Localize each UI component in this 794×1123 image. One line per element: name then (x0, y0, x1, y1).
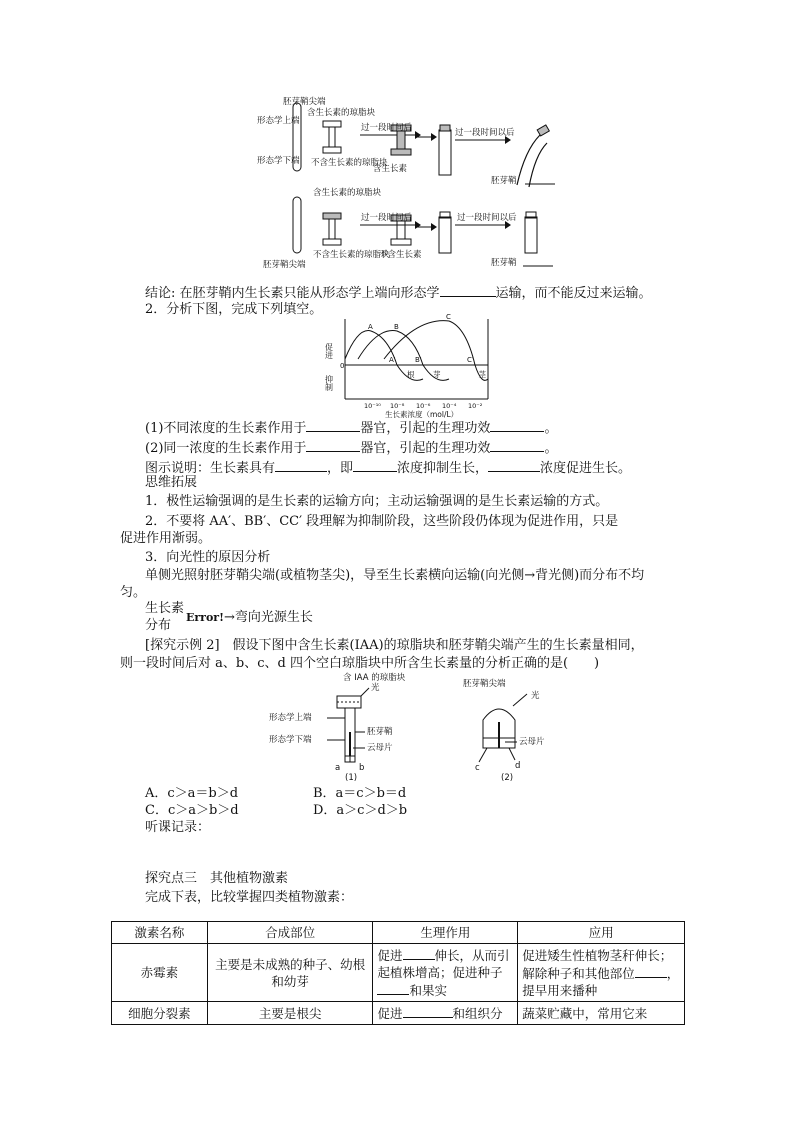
fill3-blank-c[interactable] (488, 458, 540, 472)
class-notes: 听课记录： (145, 820, 211, 835)
fill2-blank-a[interactable] (306, 438, 360, 452)
point-4a: 单侧光照射胚芽鞘尖端(或植物茎尖)，导至生长素横向运输(向光侧→背光侧)而分布不均 (145, 568, 645, 583)
chart-cross-label: C′ (467, 356, 474, 364)
section-3-intro: 完成下表，比较掌握四类植物激素： (145, 890, 354, 905)
gibberellin-app-b: ，提早用来播种 (522, 965, 680, 998)
cytokinin-func-b: 和组织分 (452, 1006, 503, 1021)
chart-peak-label: C (446, 313, 451, 321)
fig3-mica2: 云母片 (519, 737, 545, 747)
option-a[interactable]: A．c＞a＝b＞d (145, 786, 239, 801)
chart-xtick: 10⁻² (468, 402, 483, 410)
gibberellin-func-a: 促进 (377, 948, 403, 963)
fig1-coleoptile-blank2: 胚芽鞘 (491, 258, 517, 268)
distribution-label-a: 生长素 (145, 601, 185, 616)
fig1-contains-auxin: 含生长素 (373, 164, 408, 174)
gibberellin-func-b: 伸长，从而引起植株增高；促进种子 (377, 948, 510, 980)
fig3-label-a: a (335, 763, 341, 773)
option-d[interactable]: D．a＞c＞d＞b (313, 803, 408, 818)
fill2-text-c: 。 (544, 441, 558, 456)
fill3-text-d: 浓度促进生长。 (540, 461, 632, 476)
fig1-agar-with2: 含生长素的琼脂块 (313, 188, 382, 198)
fig1-after-time4: 过一段时间以后 (457, 213, 517, 223)
fig1-morph-bottom: 形态学下端 (257, 156, 300, 166)
gibberellin-blank-3[interactable] (635, 964, 667, 978)
fill-line-2 (145, 438, 557, 457)
fig3-morph-top: 形态学上端 (269, 713, 312, 723)
fig1-after-time2: 过一段时间以后 (455, 128, 515, 138)
gibberellin-name: 赤霉素 (112, 944, 208, 1002)
point-2b: 促进作用渐弱。 (120, 531, 212, 546)
fig1-after-time3: 过一段时间后 (361, 213, 413, 223)
gibberellin-application (518, 944, 685, 1002)
fill1-text-b: 器官，引起的生理功效 (360, 421, 491, 436)
fill-line-1 (145, 418, 557, 437)
example-2-line-a: [探究示例 2] 假设下图中含生长素(IAA)的琼脂块和胚芽鞘尖端产生的生长素量相同， (145, 638, 644, 653)
table-row (112, 944, 685, 1002)
gibberellin-function (373, 944, 518, 1002)
fill3-blank-b[interactable] (353, 458, 397, 472)
table-row (112, 1002, 685, 1025)
auxin-dose-chart (325, 313, 495, 423)
fill1-text-c: 。 (544, 421, 558, 436)
header-synthesis-site: 合成部位 (207, 922, 373, 944)
cytokinin-application: 蔬菜贮藏中，常用它来 (518, 1002, 685, 1025)
chart-xtick: 10⁻⁴ (442, 402, 457, 410)
fig1-tip-label: 胚芽鞘尖端 (283, 97, 326, 107)
fill2-blank-b[interactable] (490, 438, 544, 452)
fig3-morph-bottom: 形态学下端 (269, 735, 312, 745)
fill3-text-c: 浓度抑制生长， (397, 461, 489, 476)
fig1-morph-top: 形态学上端 (257, 116, 300, 126)
fig3-light2: 光 (531, 691, 540, 701)
fig3-iaa-block: 含 IAA 的琼脂块 (343, 673, 406, 683)
fig1-agar-with: 含生长素的琼脂块 (307, 108, 376, 118)
chart-xtick: 10⁻¹⁰ (364, 402, 381, 410)
chart-cross-label: B′ (415, 356, 422, 364)
chart-ylabel-top: 促进 (325, 343, 334, 359)
cytokinin-blank-1[interactable] (403, 1004, 453, 1018)
chart-xtick: 10⁻⁶ (416, 402, 431, 410)
chart-cross-label: A′ (389, 356, 396, 364)
chart-peak-label: B (394, 323, 399, 331)
fig1-bottom-tip: 胚芽鞘尖端 (263, 260, 306, 270)
fig3-label-d: d (515, 761, 521, 771)
chart-xtick: 10⁻⁸ (390, 402, 405, 410)
error-text: Error! (186, 611, 224, 624)
cytokinin-func-a: 促进 (377, 1006, 403, 1021)
example-2-line-b: 则一段时间后对 a、b、c、d 四个空白琼脂块中所含生长素量的分析正确的是( ) (120, 656, 600, 671)
point-2a: 2．不要将 AA′、BB′、CC′ 段理解为抑制阶段，这些阶段仍体现为促进作用，只是 (145, 514, 619, 529)
fill1-blank-b[interactable] (490, 418, 544, 432)
extend-title: 思维拓展 (145, 475, 198, 490)
fill-line-3 (145, 458, 631, 477)
fig3-caption-2: (2) (501, 773, 514, 783)
fill1-blank-a[interactable] (306, 418, 360, 432)
hormone-table (111, 921, 685, 1025)
fig3-light: 光 (371, 683, 380, 693)
gibberellin-func-c: 和果实 (409, 983, 447, 998)
fig1-no-auxin: 不含生长素 (379, 250, 422, 260)
fill2-text-b: 器官，引起的生理功效 (360, 441, 491, 456)
chart-xlabel: 生长素浓度（mol/L） (385, 410, 459, 419)
fig3-coleoptile: 胚芽鞘 (367, 727, 393, 737)
chart-organ-label: 芽 (433, 370, 441, 379)
cytokinin-function (373, 1002, 518, 1025)
fig3-label-b: b (359, 763, 365, 773)
fig3-label-c: c (475, 763, 480, 773)
cytokinin-name: 细胞分裂素 (112, 1002, 208, 1025)
gibberellin-app-a: 促进矮生性植物茎秆伸长；解除种子和其他部位 (522, 947, 673, 981)
distribution-result-text: →弯向光源生长 (223, 610, 313, 625)
example-2-figure (265, 672, 565, 784)
chart-peak-label: A (368, 323, 373, 331)
chart-organ-label: 根 (407, 370, 415, 379)
header-hormone-name: 激素名称 (112, 922, 208, 944)
header-application: 应用 (518, 922, 685, 944)
point-4b: 匀。 (120, 585, 147, 600)
gibberellin-blank-2[interactable] (377, 981, 409, 995)
option-c[interactable]: C．c＞a＞b＞d (145, 803, 239, 818)
gibberellin-site: 主要是未成熟的种子、幼根和幼芽 (207, 944, 373, 1002)
conclusion-line (145, 283, 652, 302)
conclusion-blank[interactable] (440, 283, 496, 297)
question-2: 2．分析下图，完成下列填空。 (145, 302, 323, 317)
option-b[interactable]: B．a＝c＞b＝d (313, 786, 407, 801)
chart-zero-label: 0 (340, 362, 345, 370)
fill3-text-a: 图示说明：生长素具有 (145, 461, 276, 476)
point-1: 1．极性运输强调的是生长素的运输方向；主动运输强调的是生长素运输的方式。 (145, 494, 609, 509)
conclusion-text-a: 结论: 在胚芽鞘内生长素只能从形态学上端向形态学 (145, 286, 440, 301)
section-3-title: 探究点三 其他植物激素 (145, 871, 289, 886)
fig1-agar-without2: 不含生长素的琼脂块 (313, 250, 390, 260)
fig3-mica: 云母片 (367, 743, 393, 753)
fig1-agar-without: 不含生长素的琼脂块 (311, 158, 388, 168)
fill3-blank-a[interactable] (275, 458, 327, 472)
fig1-coleoptile-blank: 胚芽鞘 (491, 176, 517, 186)
fill3-text-b: ，即 (327, 461, 354, 476)
table-header-row (112, 922, 685, 944)
fig3-tip: 胚芽鞘尖端 (463, 679, 506, 689)
fill1-text-a: (1)不同浓度的生长素作用于 (145, 421, 307, 436)
gibberellin-blank-1[interactable] (403, 946, 435, 960)
header-function: 生理作用 (373, 922, 518, 944)
point-3: 3．向光性的原因分析 (145, 550, 271, 565)
chart-ylabel-bottom: 抑制 (325, 375, 334, 391)
conclusion-text-b: 运输，而不能反过来运输。 (495, 286, 652, 301)
fill2-text-a: (2)同一浓度的生长素作用于 (145, 441, 307, 456)
polar-transport-figure (255, 95, 565, 275)
distribution-result (186, 609, 313, 626)
cytokinin-site: 主要是根尖 (207, 1002, 373, 1025)
chart-organ-label: 茎 (478, 370, 486, 379)
distribution-label-b: 分布 (145, 618, 172, 633)
fig1-after-time: 过一段时间后 (361, 123, 413, 133)
fig3-caption-1: (1) (345, 773, 358, 783)
